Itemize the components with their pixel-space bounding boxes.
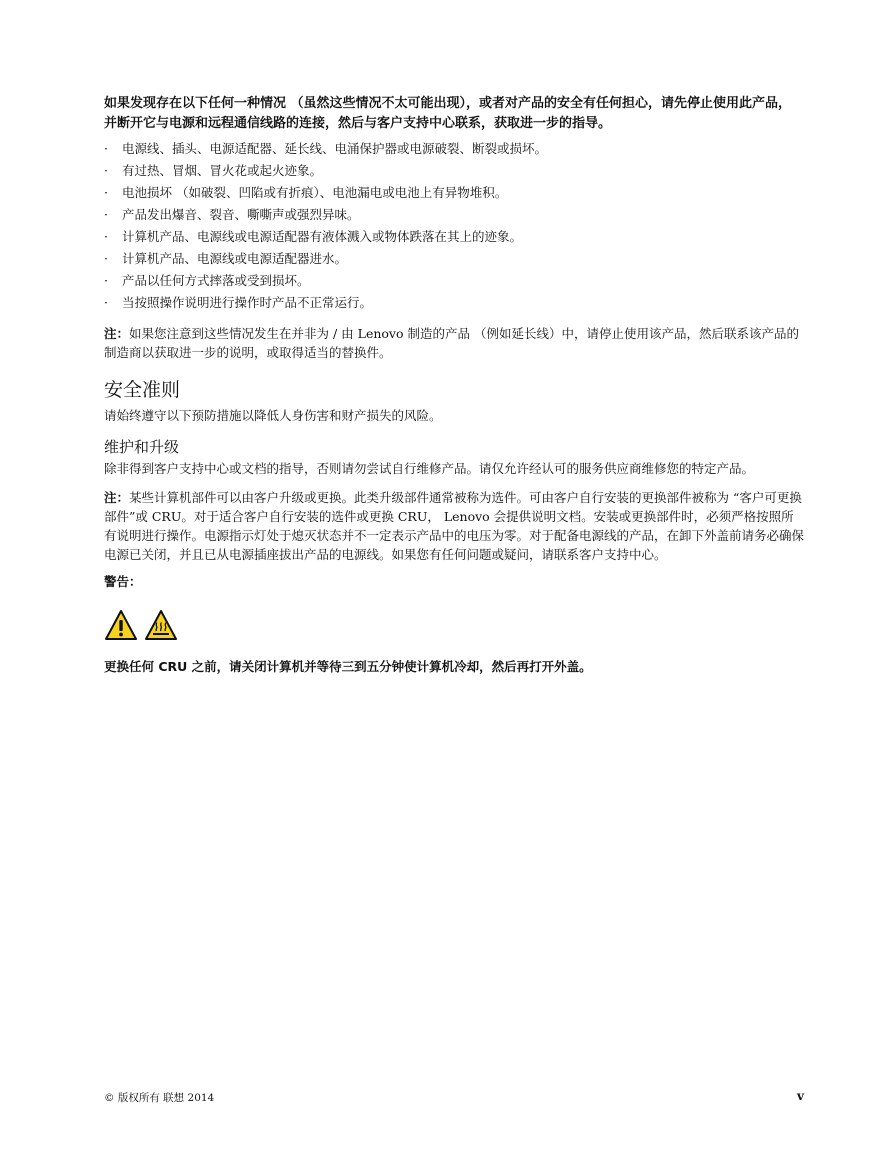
document-page <box>104 94 804 676</box>
page-number: v <box>797 1089 804 1103</box>
list-item <box>104 138 804 160</box>
footer-copyright: © 版权所有 联想 2014 <box>104 1092 215 1104</box>
hot-surface-icon <box>144 609 178 643</box>
list-item <box>104 160 804 182</box>
list-item-text: 计算机产品、电源线或电源适配器有液体溅入或物体跌落在其上的迹象。 <box>122 229 523 244</box>
list-item <box>104 292 804 314</box>
list-item-text: 电池损坏 （如破裂、凹陷或有折痕）、电池漏电或电池上有异物堆积。 <box>122 185 508 200</box>
hazard-list <box>104 138 804 314</box>
warning-icons <box>104 609 804 643</box>
bullet-marker: · <box>104 273 108 288</box>
list-item <box>104 270 804 292</box>
bullet-marker: · <box>104 207 108 222</box>
intro-paragraph: 如果发现存在以下任何一种情况 （虽然这些情况不太可能出现），或者对产品的安全有任何担心，请先停止使用此产品，并断开它与电源和远程通信线路的连接，然后与客户支持中心联系，获取进一步的指导。 <box>104 96 792 131</box>
note-cru <box>104 488 804 564</box>
list-item <box>104 226 804 248</box>
list-item-text: 当按照操作说明进行操作时产品不正常运行。 <box>122 295 373 310</box>
list-item <box>104 248 804 270</box>
list-item-text: 计算机产品、电源线或电源适配器进水。 <box>122 251 348 266</box>
bullet-marker: · <box>104 229 108 244</box>
warning-text: 更换任何 CRU 之前，请关闭计算机并等待三到五分钟使计算机冷却，然后再打开外盖。 <box>104 659 592 674</box>
note-text: 某些计算机部件可以由客户升级或更换。此类升级部件通常被称为选件。可由客户自行安装的更换部件被称为 “客户可更换部件”或 CRU。对于适合客户自行安装的选件或更换 CRU， Lenovo 会提供说明文档。安装或更换部件时，必须严格按照所有说明进行操作。电源指示灯处于熄灭状态并不一定表示产品中的电压为零。对于配备电源线的产品，在卸下外盖前请务必确保电源已关闭，并且已从电源插座拔出产品的电源线。如果您有任何问题或疑问，请联系客户支持中心。 <box>104 490 805 562</box>
subsection-title: 维护和升级 <box>104 438 180 456</box>
list-item-text: 产品以任何方式摔落或受到损坏。 <box>122 273 310 288</box>
section-intro: 请始终遵守以下预防措施以降低人身伤害和财产损失的风险。 <box>104 408 442 423</box>
list-item <box>104 204 804 226</box>
note-text: 如果您注意到这些情况发生在并非为 / 由 Lenovo 制造的产品 （例如延长线）中，请停止使用该产品，然后联系该产品的制造商以获取进一步的说明，或取得适当的替换件。 <box>104 326 799 360</box>
list-item-text: 电源线、插头、电源适配器、延长线、电涌保护器或电源破裂、断裂或损坏。 <box>122 141 548 156</box>
note-label: 注： <box>104 326 130 341</box>
bullet-marker: · <box>104 141 108 156</box>
bullet-marker: · <box>104 251 108 266</box>
note-label: 注： <box>104 490 130 505</box>
bullet-marker: · <box>104 185 108 200</box>
list-item <box>104 182 804 204</box>
subsection-text: 除非得到客户支持中心或文档的指导，否则请勿尝试自行维修产品。请仅允许经认可的服务供应商维修您的特定产品。 <box>104 461 755 476</box>
list-item-text: 产品发出爆音、裂音、嘶嘶声或强烈异味。 <box>122 207 360 222</box>
bullet-marker: · <box>104 163 108 178</box>
note-lenovo <box>104 324 804 362</box>
bullet-marker: · <box>104 295 108 310</box>
warning-label: 警告： <box>104 574 142 589</box>
list-item-text: 有过热、冒烟、冒火花或起火迹象。 <box>122 163 323 178</box>
electrical-hazard-icon <box>104 609 138 643</box>
section-title: 安全准则 <box>104 379 181 401</box>
